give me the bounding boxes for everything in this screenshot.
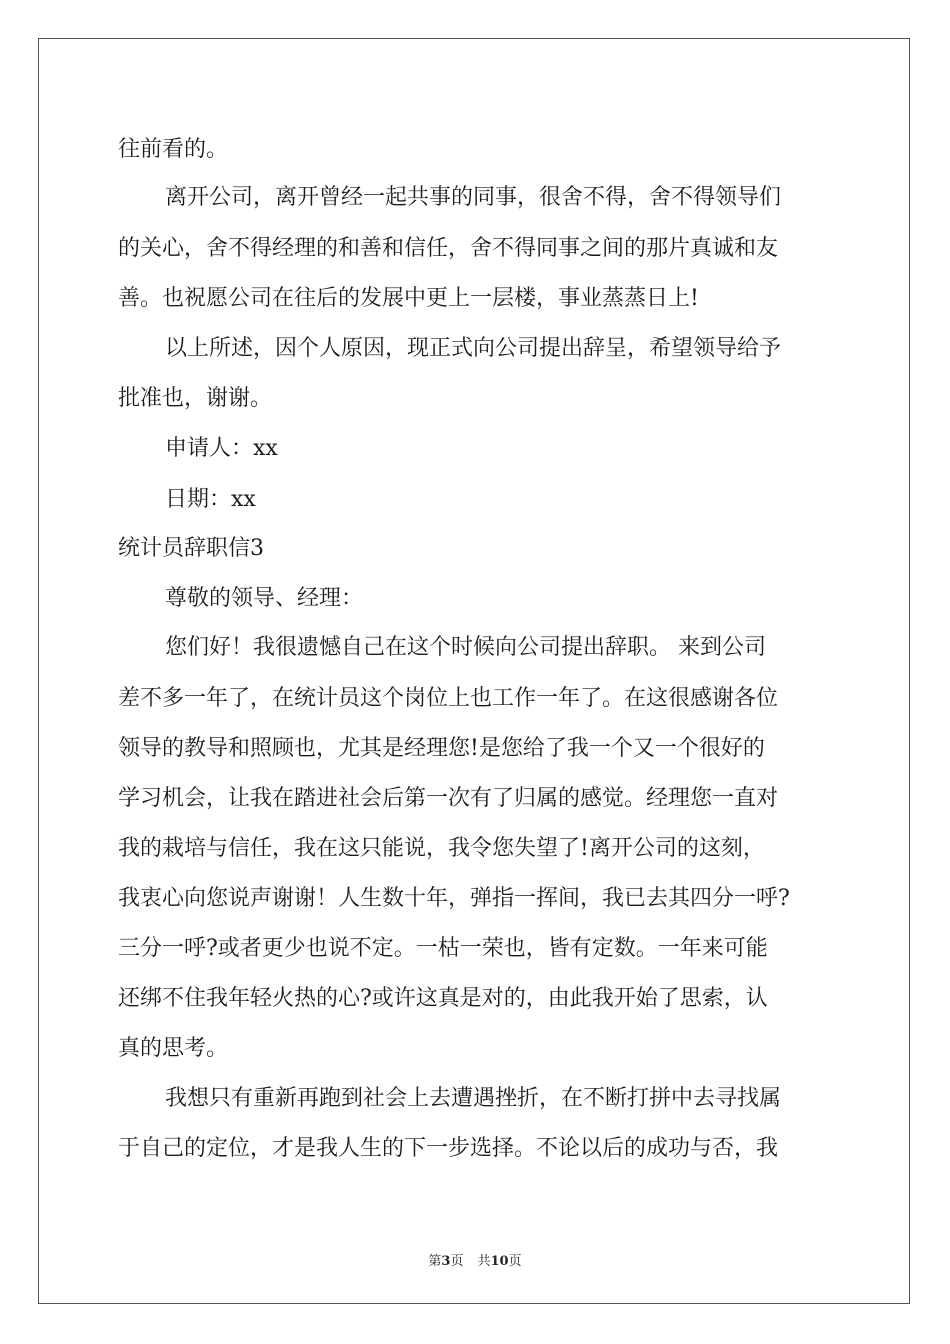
text-line: 于自己的定位，才是我人生的下一步选择。不论以后的成功与否，我	[118, 1136, 779, 1161]
paragraph-start: 我想只有重新再跑到社会上去遭遇挫折，在不断打拼中去寻找属	[165, 1086, 782, 1111]
applicant-line: 申请人：xx	[165, 436, 278, 461]
text-line: 差不多一年了，在统计员这个岗位上也工作一年了。在这很感谢各位	[118, 686, 779, 711]
text-line: 往前看的。	[118, 137, 229, 162]
page-footer	[0, 1250, 950, 1269]
section-title: 统计员辞职信3	[118, 536, 264, 561]
footer-total-pages: 10	[490, 1254, 509, 1269]
footer-page-prefix: 第	[428, 1254, 442, 1269]
footer-page-suffix: 页	[450, 1254, 464, 1269]
paragraph-start: 您们好！我很遗憾自己在这个时候向公司提出辞职。 来到公司	[165, 635, 766, 660]
footer-total-suffix: 页	[508, 1254, 522, 1269]
date-line: 日期：xx	[165, 487, 256, 512]
text-line: 三分一呼?或者更少也说不定。一枯一荣也，皆有定数。一年来可能	[118, 936, 768, 961]
text-line: 还绑不住我年轻火热的心?或许这真是对的，由此我开始了思索，认	[118, 986, 768, 1011]
text-line: 批准也，谢谢。	[118, 386, 273, 411]
text-line: 我的栽培与信任，我在这只能说，我令您失望了!离开公司的这刻，	[118, 836, 765, 861]
text-line: 我衷心向您说声谢谢！人生数十年，弹指一挥间，我已去其四分一呼?	[118, 886, 790, 911]
paragraph-start: 离开公司，离开曾经一起共事的同事，很舍不得，舍不得领导们	[165, 185, 782, 210]
page-border	[38, 38, 910, 1304]
text-line: 的关心，舍不得经理的和善和信任，舍不得同事之间的那片真诚和友	[118, 236, 779, 261]
text-line: 真的思考。	[118, 1036, 229, 1061]
footer-page-number: 3	[441, 1254, 451, 1269]
footer-total-prefix: 共	[477, 1254, 491, 1269]
paragraph-start: 以上所述，因个人原因，现正式向公司提出辞呈，希望领导给予	[165, 336, 782, 361]
text-line: 学习机会，让我在踏进社会后第一次有了归属的感觉。经理您一直对	[118, 786, 779, 811]
text-line: 善。也祝愿公司在往后的发展中更上一层楼，事业蒸蒸日上!	[118, 286, 699, 311]
salutation: 尊敬的领导、经理：	[165, 586, 364, 611]
text-line: 领导的教导和照顾也，尤其是经理您!是您给了我一个又一个很好的	[118, 736, 765, 761]
